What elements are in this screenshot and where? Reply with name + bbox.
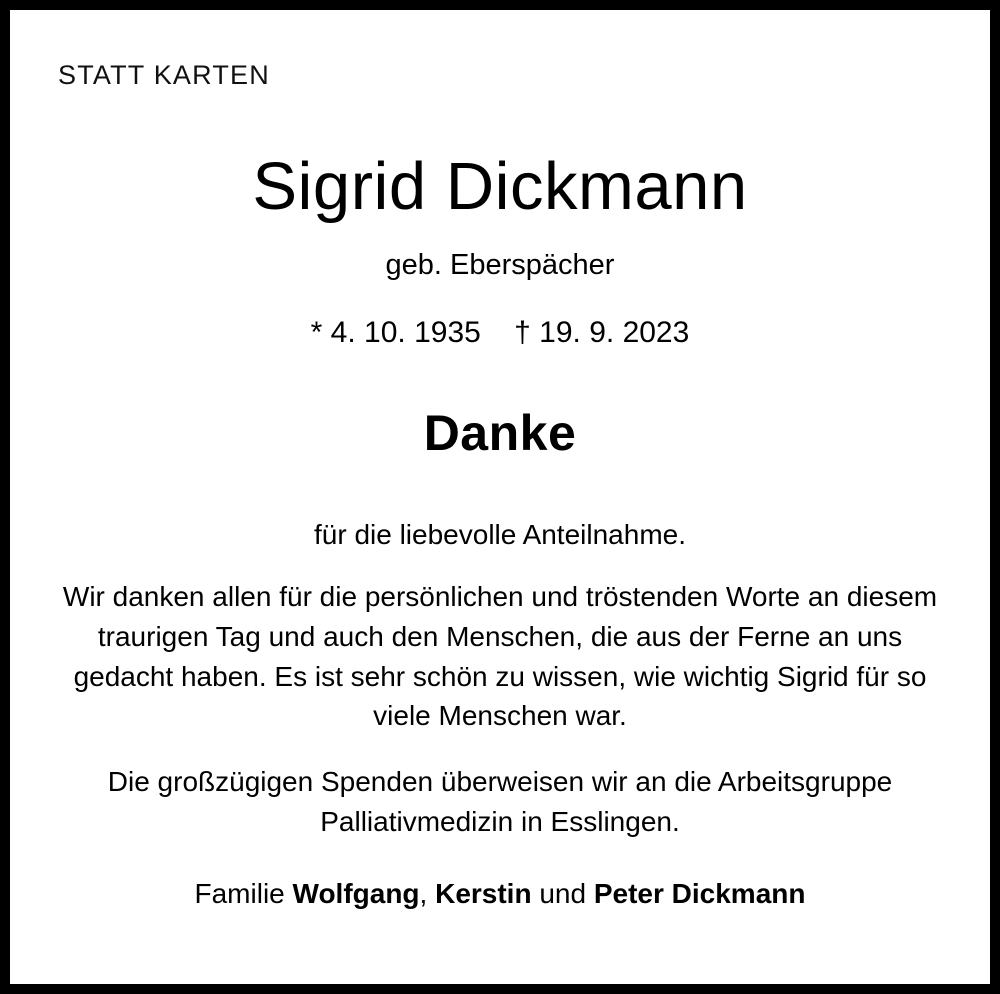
family-signature — [194, 877, 806, 909]
maiden-name: geb. Eberspächer — [385, 249, 615, 281]
thanks-paragraph-1: Wir danken allen für die persönlichen und tröstenden Worte an diesem traurigen Tag und auch den Menschen, die aus der Ferne an uns gedacht haben. Es ist sehr schön zu wissen, wie wichtig Sigrid für so viele Menschen war. — [62, 581, 938, 732]
family-separator-1: , — [419, 877, 436, 909]
family-separator-2: und — [531, 877, 594, 909]
thanks-paragraph-2: Die großzügigen Spenden überweisen wir an die Arbeitsgruppe Palliativmedizin in Esslingen. — [107, 766, 893, 837]
family-member-1: Wolfgang — [292, 877, 420, 909]
family-member-3: Peter Dickmann — [593, 877, 806, 909]
thanks-title: Danke — [423, 405, 577, 461]
family-prefix: Familie — [194, 877, 293, 909]
birth-death-dates: * 4. 10. 1935 † 19. 9. 2023 — [310, 316, 690, 349]
deceased-name: Sigrid Dickmann — [252, 149, 748, 224]
statt-karten-heading: STATT KARTEN — [58, 60, 270, 90]
family-member-2: Kerstin — [435, 877, 532, 909]
lead-line: für die liebevolle Anteilnahme. — [313, 519, 686, 550]
card-content — [10, 10, 990, 984]
